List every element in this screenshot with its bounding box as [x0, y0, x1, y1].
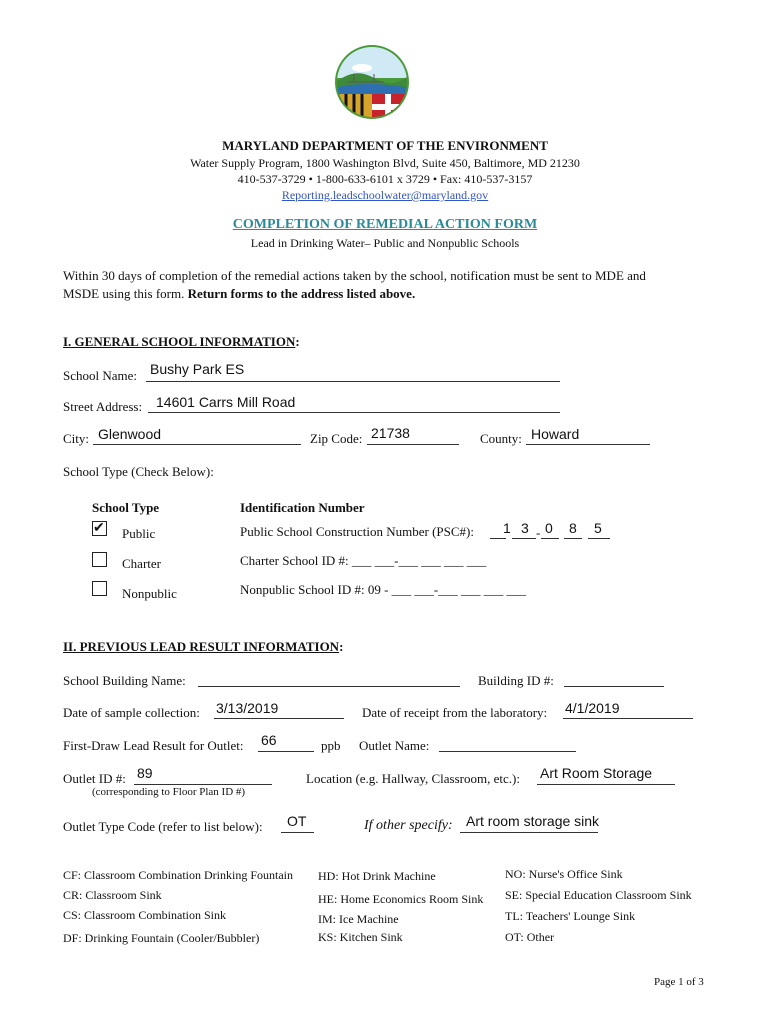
- code-item: CR: Classroom Sink: [63, 888, 162, 902]
- outlet-id-value[interactable]: 89: [137, 765, 153, 781]
- section1-heading: I. GENERAL SCHOOL INFORMATION:: [63, 334, 300, 349]
- section2-heading: II. PREVIOUS LEAD RESULT INFORMATION:: [63, 639, 344, 654]
- psc-digit-line: [588, 538, 610, 539]
- psc-dash: -: [536, 525, 541, 540]
- psc-digit[interactable]: 3: [521, 520, 529, 536]
- street-label: Street Address:: [63, 399, 143, 414]
- charter-checkbox[interactable]: [92, 552, 107, 567]
- lead-result-label: First-Draw Lead Result for Outlet:: [63, 738, 244, 753]
- outlet-id-note: (corresponding to Floor Plan ID #): [92, 786, 246, 798]
- outlet-name-label: Outlet Name:: [359, 738, 430, 753]
- zip-label: Zip Code:: [310, 431, 363, 446]
- checkmark-icon: ✔: [93, 519, 105, 535]
- zip-value[interactable]: 21738: [371, 425, 410, 441]
- psc-label: Public School Construction Number (PSC#):: [240, 524, 474, 539]
- psc-digit-line: [512, 538, 536, 539]
- location-value[interactable]: Art Room Storage: [540, 765, 653, 781]
- email-link[interactable]: Reporting.leadschoolwater@maryland.gov: [281, 188, 489, 202]
- code-item: KS: Kitchen Sink: [318, 930, 403, 944]
- page-number: Page 1 of 3: [654, 976, 704, 988]
- building-name-label: School Building Name:: [63, 673, 186, 688]
- code-item: TL: Teachers' Lounge Sink: [505, 909, 636, 923]
- code-item: NO: Nurse's Office Sink: [505, 867, 623, 881]
- building-id-label: Building ID #:: [478, 673, 554, 688]
- receipt-date-line: [563, 718, 693, 719]
- agency-name: MARYLAND DEPARTMENT OF THE ENVIRONMENT: [222, 138, 548, 153]
- lead-result-value[interactable]: 66: [261, 732, 277, 748]
- code-item: DF: Drinking Fountain (Cooler/Bubbler): [63, 931, 260, 945]
- code-item: IM: Ice Machine: [318, 912, 399, 926]
- sample-date-line: [214, 718, 344, 719]
- agency-address: Water Supply Program, 1800 Washington Blvd, Suite 450, Baltimore, MD 21230: [190, 156, 580, 170]
- psc-digit[interactable]: 1: [503, 520, 511, 536]
- psc-digit[interactable]: 5: [594, 520, 602, 536]
- code-item: SE: Special Education Classroom Sink: [505, 888, 692, 902]
- county-label: County:: [480, 431, 522, 446]
- form-subtitle: Lead in Drinking Water– Public and Nonpublic Schools: [250, 236, 520, 250]
- code-item: HE: Home Economics Room Sink: [318, 892, 484, 906]
- nonpublic-id-label: Nonpublic School ID #: 09 - ___ ___-___ ___ ___ ___: [240, 582, 526, 597]
- agency-phone: 410-537-3729 • 1-800-633-6101 x 3729 • Fax: 410-537-3157: [237, 172, 533, 186]
- school-type-prompt: School Type (Check Below):: [63, 464, 214, 479]
- city-label: City:: [63, 431, 90, 446]
- intro-line1: Within 30 days of completion of the remedial actions taken by the school, notification must be sent to MDE and: [63, 268, 646, 283]
- receipt-date-label: Date of receipt from the laboratory:: [362, 705, 548, 720]
- code-item: CF: Classroom Combination Drinking Fountain: [63, 868, 294, 882]
- location-line: [537, 784, 675, 785]
- intro-line2: MSDE using this form. Return forms to the address listed above.: [63, 286, 416, 301]
- psc-digit-line: [564, 538, 582, 539]
- street-value[interactable]: 14601 Carrs Mill Road: [156, 394, 296, 410]
- zip-line: [367, 444, 459, 445]
- building-id-line[interactable]: [564, 686, 664, 687]
- street-line: [148, 412, 560, 413]
- psc-digit[interactable]: 0: [545, 520, 553, 536]
- school-name-label: School Name:: [63, 368, 138, 383]
- type-code-value[interactable]: OT: [287, 813, 307, 829]
- school-name-line: [146, 381, 560, 382]
- code-item: OT: Other: [505, 930, 555, 944]
- nonpublic-checkbox[interactable]: [92, 581, 107, 596]
- lead-result-line: [258, 751, 314, 752]
- type-code-label: Outlet Type Code (refer to list below):: [63, 819, 263, 834]
- nonpublic-label: Nonpublic: [122, 586, 177, 601]
- county-value[interactable]: Howard: [531, 426, 580, 442]
- outlet-id-label: Outlet ID #:: [63, 771, 126, 786]
- outlet-name-line[interactable]: [439, 751, 576, 752]
- location-label: Location (e.g. Hallway, Classroom, etc.):: [306, 771, 520, 786]
- psc-digit[interactable]: 8: [569, 520, 577, 536]
- city-value[interactable]: Glenwood: [98, 426, 162, 442]
- code-item: CS: Classroom Combination Sink: [63, 908, 227, 922]
- charter-label: Charter: [122, 556, 161, 571]
- psc-digit-line: [541, 538, 559, 539]
- charter-id-label: Charter School ID #: ___ ___-___ ___ ___ ___: [240, 553, 487, 568]
- receipt-date-value[interactable]: 4/1/2019: [565, 700, 620, 716]
- mde-logo: [334, 44, 410, 120]
- other-specify-line: [460, 832, 598, 833]
- result-unit: ppb: [321, 738, 341, 753]
- public-checkbox[interactable]: [92, 521, 107, 536]
- school-name-value[interactable]: Bushy Park ES: [150, 361, 245, 377]
- type-code-line: [281, 832, 314, 833]
- county-line: [526, 444, 650, 445]
- psc-digit-line: [490, 538, 506, 539]
- other-specify-label: If other specify:: [364, 818, 453, 833]
- id-number-column-header: Identification Number: [240, 500, 365, 515]
- building-name-line[interactable]: [198, 686, 460, 687]
- school-type-column-header: School Type: [92, 500, 160, 515]
- public-label: Public: [122, 526, 156, 541]
- sample-date-value[interactable]: 3/13/2019: [216, 700, 279, 716]
- form-title: COMPLETION OF REMEDIAL ACTION FORM: [232, 217, 538, 232]
- sample-date-label: Date of sample collection:: [63, 705, 200, 720]
- city-line: [93, 444, 301, 445]
- outlet-id-line: [134, 784, 272, 785]
- code-item: HD: Hot Drink Machine: [318, 869, 436, 883]
- other-specify-value[interactable]: Art room storage sink: [466, 813, 600, 829]
